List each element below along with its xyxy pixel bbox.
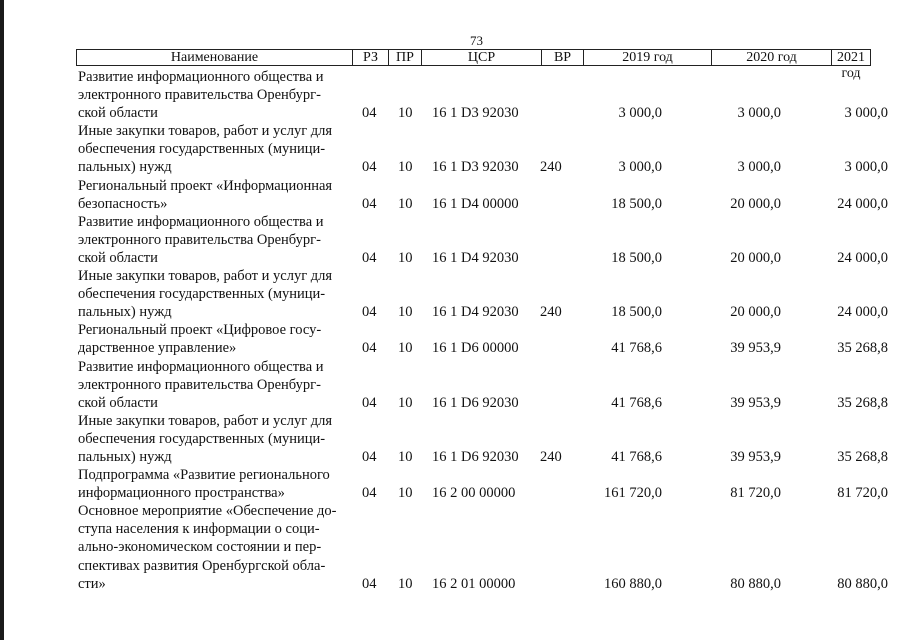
row-name-line: ступа населения к информации о соци- [78, 521, 320, 538]
row-2019: 41 768,6 [611, 394, 662, 411]
row-rz: 04 [362, 195, 377, 212]
row-name [78, 358, 344, 412]
row-name [78, 177, 344, 213]
row-2021: 80 880,0 [837, 575, 888, 592]
row-pr: 10 [398, 575, 413, 592]
row-name-line: Иные закупки товаров, работ и услуг для [78, 268, 333, 285]
row-rz: 04 [362, 448, 377, 465]
row-name-line: Региональный проект «Информационная [78, 177, 333, 194]
table-row [78, 267, 898, 321]
table-row [78, 358, 898, 412]
row-rz: 04 [362, 485, 377, 502]
row-2021: 24 000,0 [837, 249, 888, 266]
row-name [78, 267, 344, 321]
row-2020: 3 000,0 [737, 105, 781, 122]
row-2021: 3 000,0 [844, 159, 888, 176]
row-name-line: ально-экономическом состоянии и пер- [78, 539, 322, 556]
row-name-line: пальных) нужд [78, 448, 172, 465]
row-2019: 18 500,0 [611, 195, 662, 212]
page-left-edge [0, 0, 4, 640]
row-name-line: безопасность» [78, 195, 168, 212]
row-name [78, 321, 344, 357]
row-name-line: пальных) нужд [78, 159, 172, 176]
row-name-line: Основное мероприятие «Обеспечение до- [78, 503, 337, 520]
row-rz: 04 [362, 159, 377, 176]
row-csr: 16 2 00 00000 [432, 485, 516, 502]
row-rz: 04 [362, 105, 377, 122]
row-pr: 10 [398, 304, 413, 321]
table-row [78, 502, 898, 592]
row-2019: 3 000,0 [618, 159, 662, 176]
header-csr: ЦСР [422, 50, 542, 65]
row-name-line: ской области [78, 394, 158, 411]
row-vr: 240 [540, 448, 562, 465]
row-name-line: электронного правительства Оренбург- [78, 231, 321, 248]
row-2021: 24 000,0 [837, 195, 888, 212]
row-2021: 81 720,0 [837, 485, 888, 502]
row-name [78, 466, 344, 502]
row-name-line: Развитие информационного общества и [78, 69, 324, 85]
row-2021: 3 000,0 [844, 105, 888, 122]
row-name-line: дарственное управление» [78, 340, 237, 357]
row-csr: 16 1 D4 00000 [432, 195, 519, 212]
row-2020: 20 000,0 [730, 195, 781, 212]
row-name-line: спективах развития Оренбургской обла- [78, 557, 326, 574]
row-pr: 10 [398, 195, 413, 212]
row-name-line: электронного правительства Оренбург- [78, 87, 321, 104]
header-2021: 2021 год [837, 50, 865, 81]
row-csr: 16 1 D6 92030 [432, 448, 519, 465]
row-name-line: Развитие информационного общества и [78, 358, 324, 375]
row-2021: 35 268,8 [837, 340, 888, 357]
row-2019: 3 000,0 [618, 105, 662, 122]
row-pr: 10 [398, 448, 413, 465]
row-2019: 41 768,6 [611, 340, 662, 357]
table-row [78, 412, 898, 466]
row-2021: 24 000,0 [837, 304, 888, 321]
row-2020: 39 953,9 [730, 340, 781, 357]
row-pr: 10 [398, 394, 413, 411]
row-name-line: Подпрограмма «Развитие регионального [78, 467, 330, 484]
row-name [78, 122, 344, 176]
row-2020: 39 953,9 [730, 394, 781, 411]
header-vr: ВР [542, 50, 584, 65]
row-rz: 04 [362, 340, 377, 357]
row-name-line: информационного пространства» [78, 485, 285, 502]
row-rz: 04 [362, 575, 377, 592]
row-2019: 161 720,0 [604, 485, 662, 502]
row-name-line: ской области [78, 249, 158, 266]
row-csr: 16 1 D6 00000 [432, 340, 519, 357]
row-name-line: Развитие информационного общества и [78, 213, 324, 230]
header-2020: 2020 год [712, 50, 832, 65]
row-pr: 10 [398, 485, 413, 502]
header-2019: 2019 год [584, 50, 712, 65]
header-name: Наименование [77, 50, 353, 65]
row-rz: 04 [362, 249, 377, 266]
table-row [78, 68, 898, 122]
row-pr: 10 [398, 249, 413, 266]
table-row [78, 213, 898, 267]
row-2019: 41 768,6 [611, 448, 662, 465]
row-name [78, 502, 344, 592]
row-2019: 160 880,0 [604, 575, 662, 592]
row-vr: 240 [540, 304, 562, 321]
row-csr: 16 1 D4 92030 [432, 249, 519, 266]
row-name-line: ской области [78, 105, 158, 122]
row-csr: 16 1 D3 92030 [432, 105, 519, 122]
row-name [78, 213, 344, 267]
table-row [78, 466, 898, 502]
page-number: 73 [470, 33, 483, 48]
row-rz: 04 [362, 394, 377, 411]
table-row [78, 321, 898, 357]
row-pr: 10 [398, 159, 413, 176]
header-rz: РЗ [353, 50, 389, 65]
row-2020: 3 000,0 [737, 159, 781, 176]
row-csr: 16 1 D6 92030 [432, 394, 519, 411]
row-name [78, 412, 344, 466]
row-2020: 20 000,0 [730, 304, 781, 321]
row-csr: 16 1 D4 92030 [432, 304, 519, 321]
header-pr: ПР [389, 50, 422, 65]
row-name-line: Региональный проект «Цифровое госу- [78, 322, 322, 339]
table-row [78, 177, 898, 213]
table-row [78, 122, 898, 176]
row-pr: 10 [398, 105, 413, 122]
row-name-line: сти» [78, 575, 106, 592]
row-vr: 240 [540, 159, 562, 176]
row-name-line: пальных) нужд [78, 304, 172, 321]
row-csr: 16 2 01 00000 [432, 575, 516, 592]
row-name-line: обеспечения государственных (муници- [78, 430, 326, 447]
row-2020: 81 720,0 [730, 485, 781, 502]
row-2021: 35 268,8 [837, 448, 888, 465]
table-body [78, 68, 898, 593]
row-name [78, 68, 344, 122]
row-csr: 16 1 D3 92030 [432, 159, 519, 176]
row-name-line: обеспечения государственных (муници- [78, 286, 326, 303]
row-name-line: электронного правительства Оренбург- [78, 376, 321, 393]
row-name-line: Иные закупки товаров, работ и услуг для [78, 412, 333, 429]
row-pr: 10 [398, 340, 413, 357]
row-rz: 04 [362, 304, 377, 321]
row-2020: 80 880,0 [730, 575, 781, 592]
row-2019: 18 500,0 [611, 304, 662, 321]
row-2020: 39 953,9 [730, 448, 781, 465]
row-2021: 35 268,8 [837, 394, 888, 411]
row-2019: 18 500,0 [611, 249, 662, 266]
row-name-line: Иные закупки товаров, работ и услуг для [78, 123, 333, 140]
row-2020: 20 000,0 [730, 249, 781, 266]
row-name-line: обеспечения государственных (муници- [78, 141, 326, 158]
